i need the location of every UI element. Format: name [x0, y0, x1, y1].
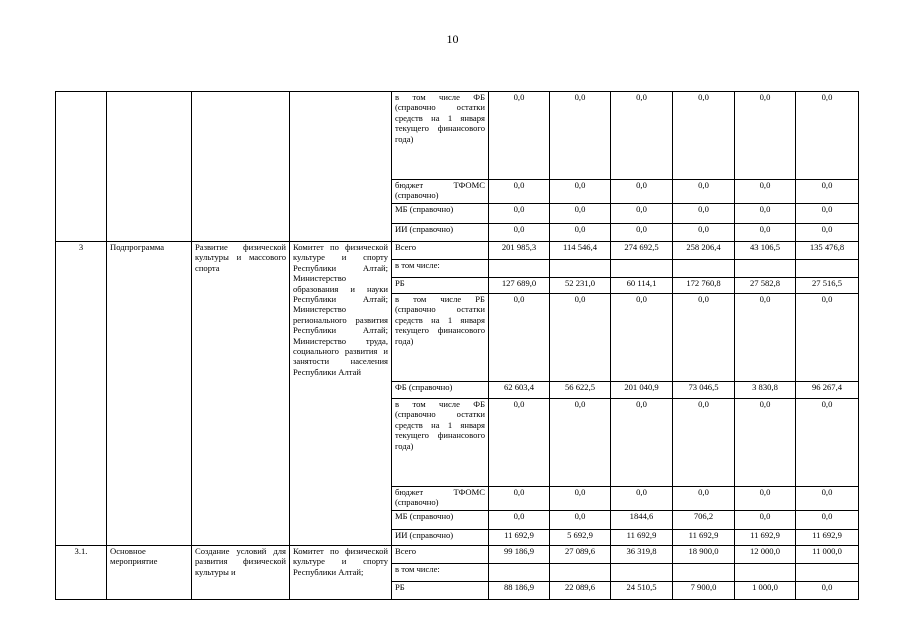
value-cell: 135 476,8 [796, 242, 859, 260]
value-cell: 114 546,4 [550, 242, 611, 260]
value-cell: 11 692,9 [735, 530, 796, 546]
value-cell: 0,0 [611, 399, 673, 487]
row-number-cell: 3.1. [56, 546, 107, 600]
value-cell: 0,0 [673, 180, 735, 204]
funding-source-cell: РБ [392, 278, 489, 294]
value-cell: 0,0 [735, 224, 796, 242]
value-cell: 0,0 [735, 180, 796, 204]
table-row [56, 242, 859, 260]
value-cell: 0,0 [796, 224, 859, 242]
table-row [56, 546, 859, 564]
value-cell: 0,0 [796, 92, 859, 180]
value-cell: 0,0 [550, 92, 611, 180]
value-cell: 0,0 [550, 399, 611, 487]
funding-source-cell: ИИ (справочно) [392, 224, 489, 242]
program-info-cell [290, 92, 392, 242]
funding-source-cell: бюджет ТФОМС (справочно) [392, 180, 489, 204]
program-info-cell: Основное мероприятие [107, 546, 192, 600]
value-cell [673, 260, 735, 278]
program-info-cell: Подпрограмма [107, 242, 192, 546]
table-row [56, 92, 859, 180]
value-cell: 12 000,0 [735, 546, 796, 564]
value-cell [489, 260, 550, 278]
value-cell: 0,0 [489, 180, 550, 204]
value-cell: 0,0 [489, 92, 550, 180]
value-cell: 11 692,9 [611, 530, 673, 546]
funding-source-cell: МБ (справочно) [392, 204, 489, 224]
value-cell: 0,0 [550, 204, 611, 224]
value-cell: 0,0 [735, 399, 796, 487]
funding-source-cell: ИИ (справочно) [392, 530, 489, 546]
value-cell: 0,0 [796, 180, 859, 204]
value-cell: 0,0 [735, 204, 796, 224]
value-cell: 99 186,9 [489, 546, 550, 564]
value-cell: 0,0 [611, 180, 673, 204]
funding-source-cell: бюджет ТФОМС (справочно) [392, 487, 489, 511]
value-cell [735, 260, 796, 278]
value-cell: 11 692,9 [489, 530, 550, 546]
value-cell: 0,0 [796, 582, 859, 600]
value-cell: 5 692,9 [550, 530, 611, 546]
value-cell: 0,0 [735, 294, 796, 382]
value-cell: 60 114,1 [611, 278, 673, 294]
value-cell: 0,0 [489, 399, 550, 487]
value-cell: 73 046,5 [673, 382, 735, 399]
program-info-cell: Создание условий для развития физической культуры и [192, 546, 290, 600]
value-cell: 88 186,9 [489, 582, 550, 600]
value-cell: 1 000,0 [735, 582, 796, 600]
funding-source-cell: в том числе ФБ (справочно остатки средств на 1 января текущего финансового года) [392, 92, 489, 180]
funding-source-cell: РБ [392, 582, 489, 600]
row-number-cell: 3 [56, 242, 107, 546]
value-cell: 0,0 [673, 294, 735, 382]
funding-source-cell: в том числе: [392, 564, 489, 582]
value-cell: 18 900,0 [673, 546, 735, 564]
page-number: 10 [446, 32, 459, 46]
value-cell: 24 510,5 [611, 582, 673, 600]
program-info-cell: Комитет по физической культуре и спорту Республики Алтай; Министерство образования и науки Республики Алтай; Министерство регионального развития Республики Алтай; Министерство труда, социального развития и занятости населения Республики Алтай [290, 242, 392, 546]
value-cell: 27 582,8 [735, 278, 796, 294]
value-cell: 0,0 [489, 204, 550, 224]
value-cell [796, 564, 859, 582]
budget-table-body [56, 92, 859, 600]
value-cell: 0,0 [611, 224, 673, 242]
value-cell: 0,0 [735, 487, 796, 511]
value-cell [611, 260, 673, 278]
value-cell: 0,0 [796, 487, 859, 511]
value-cell: 706,2 [673, 511, 735, 530]
value-cell: 11 692,9 [796, 530, 859, 546]
value-cell: 0,0 [673, 92, 735, 180]
value-cell: 274 692,5 [611, 242, 673, 260]
funding-source-cell: в том числе: [392, 260, 489, 278]
value-cell: 11 692,9 [673, 530, 735, 546]
value-cell: 172 760,8 [673, 278, 735, 294]
value-cell: 1844,6 [611, 511, 673, 530]
value-cell: 27 089,6 [550, 546, 611, 564]
program-info-cell: Развитие физической культуры и массового спорта [192, 242, 290, 546]
value-cell: 0,0 [550, 511, 611, 530]
funding-source-cell: в том числе ФБ (справочно остатки средств на 1 января текущего финансового года) [392, 399, 489, 487]
funding-source-cell: ФБ (справочно) [392, 382, 489, 399]
value-cell [673, 564, 735, 582]
value-cell: 22 089,6 [550, 582, 611, 600]
program-info-cell: Комитет по физической культуре и спорту Республики Алтай; [290, 546, 392, 600]
value-cell: 0,0 [550, 294, 611, 382]
value-cell: 7 900,0 [673, 582, 735, 600]
value-cell: 0,0 [489, 224, 550, 242]
value-cell: 36 319,8 [611, 546, 673, 564]
value-cell: 96 267,4 [796, 382, 859, 399]
value-cell: 0,0 [489, 487, 550, 511]
value-cell: 43 106,5 [735, 242, 796, 260]
value-cell: 0,0 [796, 399, 859, 487]
value-cell: 0,0 [489, 511, 550, 530]
value-cell: 0,0 [611, 487, 673, 511]
program-info-cell [107, 92, 192, 242]
program-info-cell [56, 92, 107, 242]
value-cell: 0,0 [611, 92, 673, 180]
value-cell: 0,0 [611, 294, 673, 382]
value-cell: 56 622,5 [550, 382, 611, 399]
value-cell: 0,0 [550, 224, 611, 242]
value-cell: 201 985,3 [489, 242, 550, 260]
value-cell: 258 206,4 [673, 242, 735, 260]
funding-source-cell: МБ (справочно) [392, 511, 489, 530]
value-cell: 0,0 [735, 511, 796, 530]
funding-source-cell: Всего [392, 242, 489, 260]
funding-source-cell: Всего [392, 546, 489, 564]
value-cell: 62 603,4 [489, 382, 550, 399]
value-cell: 0,0 [550, 180, 611, 204]
value-cell [796, 260, 859, 278]
value-cell [735, 564, 796, 582]
funding-source-cell: в том числе РБ (справочно остатки средств на 1 января текущего финансового года) [392, 294, 489, 382]
value-cell: 0,0 [673, 224, 735, 242]
program-info-cell [192, 92, 290, 242]
value-cell [489, 564, 550, 582]
value-cell: 0,0 [611, 204, 673, 224]
value-cell: 0,0 [673, 487, 735, 511]
value-cell [550, 260, 611, 278]
value-cell: 0,0 [796, 204, 859, 224]
value-cell: 0,0 [489, 294, 550, 382]
value-cell: 3 830,8 [735, 382, 796, 399]
value-cell [550, 564, 611, 582]
value-cell: 0,0 [550, 487, 611, 511]
value-cell: 0,0 [735, 92, 796, 180]
value-cell: 0,0 [673, 204, 735, 224]
value-cell: 127 689,0 [489, 278, 550, 294]
budget-table [55, 91, 859, 600]
value-cell: 201 040,9 [611, 382, 673, 399]
value-cell [611, 564, 673, 582]
value-cell: 52 231,0 [550, 278, 611, 294]
value-cell: 11 000,0 [796, 546, 859, 564]
value-cell: 0,0 [796, 511, 859, 530]
value-cell: 0,0 [673, 399, 735, 487]
value-cell: 27 516,5 [796, 278, 859, 294]
value-cell: 0,0 [796, 294, 859, 382]
